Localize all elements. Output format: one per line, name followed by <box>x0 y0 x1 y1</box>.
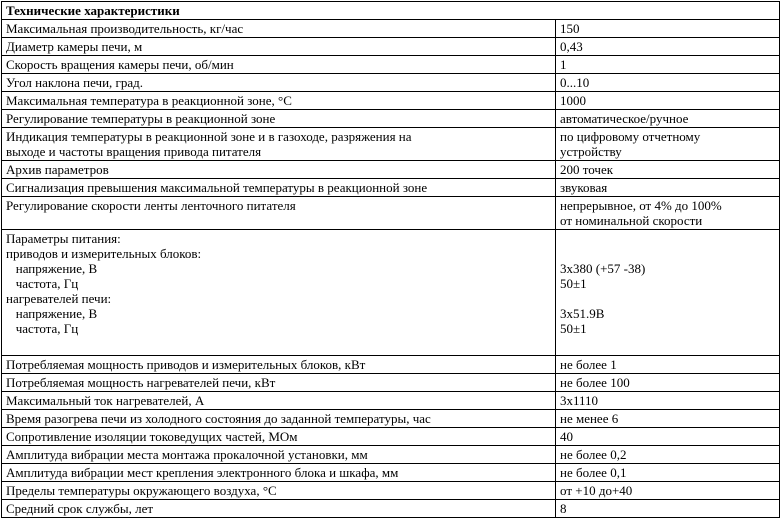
value-cell: 150 <box>556 20 780 38</box>
parameter-cell: Пределы температуры окружающего воздуха, °С <box>2 482 556 500</box>
table-row <box>2 482 780 500</box>
table-title: Технические характеристики <box>2 2 780 20</box>
table-row <box>2 20 780 38</box>
parameter-cell: Угол наклона печи, град. <box>2 74 556 92</box>
table-row <box>2 38 780 56</box>
parameter-cell: Диаметр камеры печи, м <box>2 38 556 56</box>
table-row <box>2 410 780 428</box>
parameter-cell: Регулирование скорости ленты ленточного питателя <box>2 197 556 230</box>
specifications-body <box>2 2 780 518</box>
value-cell: не более 0,2 <box>556 446 780 464</box>
parameter-cell: Максимальная температура в реакционной зоне, °С <box>2 92 556 110</box>
table-row <box>2 464 780 482</box>
value-cell: 1000 <box>556 92 780 110</box>
value-cell: 3х380 (+57 -38) 50±1 3х51.9В 50±1 <box>556 230 780 356</box>
table-row <box>2 161 780 179</box>
value-cell: 0,43 <box>556 38 780 56</box>
parameter-cell: Амплитуда вибрации мест крепления электронного блока и шкафа, мм <box>2 464 556 482</box>
table-row <box>2 56 780 74</box>
value-cell: звуковая <box>556 179 780 197</box>
parameter-cell: Потребляемая мощность нагревателей печи, кВт <box>2 374 556 392</box>
table-row <box>2 128 780 161</box>
parameter-cell: Время разогрева печи из холодного состояния до заданной температуры, час <box>2 410 556 428</box>
parameter-cell: Индикация температуры в реакционной зоне и в газоходе, разряжения на выходе и частоты вращения привода питателя <box>2 128 556 161</box>
value-cell: по цифровому отчетному устройству <box>556 128 780 161</box>
parameter-cell: Максимальный ток нагревателей, А <box>2 392 556 410</box>
parameter-cell: Сопротивление изоляции токоведущих частей, МОм <box>2 428 556 446</box>
value-cell: 1 <box>556 56 780 74</box>
value-cell: 0...10 <box>556 74 780 92</box>
specifications-table <box>1 1 780 518</box>
parameter-cell: Регулирование температуры в реакционной зоне <box>2 110 556 128</box>
value-cell: не менее 6 <box>556 410 780 428</box>
value-cell: 40 <box>556 428 780 446</box>
parameter-cell: Амплитуда вибрации места монтажа прокалочной установки, мм <box>2 446 556 464</box>
parameter-cell: Архив параметров <box>2 161 556 179</box>
value-cell: 8 <box>556 500 780 518</box>
table-row <box>2 179 780 197</box>
value-cell: не более 0,1 <box>556 464 780 482</box>
table-row <box>2 356 780 374</box>
value-cell: автоматическое/ручное <box>556 110 780 128</box>
table-row <box>2 74 780 92</box>
value-cell: от +10 до+40 <box>556 482 780 500</box>
parameter-cell: Параметры питания: приводов и измерительных блоков: напряжение, В частота, Гц нагревателей печи: напряжение, В частота, Гц <box>2 230 556 356</box>
parameter-cell: Потребляемая мощность приводов и измерительных блоков, кВт <box>2 356 556 374</box>
table-row <box>2 197 780 230</box>
table-row <box>2 110 780 128</box>
parameter-cell: Средний срок службы, лет <box>2 500 556 518</box>
value-cell: 200 точек <box>556 161 780 179</box>
table-row <box>2 374 780 392</box>
table-row <box>2 500 780 518</box>
table-row <box>2 92 780 110</box>
value-cell: не более 100 <box>556 374 780 392</box>
value-cell: непрерывное, от 4% до 100% от номинальной скорости <box>556 197 780 230</box>
table-row <box>2 428 780 446</box>
parameter-cell: Максимальная производительность, кг/час <box>2 20 556 38</box>
parameter-cell: Сигнализация превышения максимальной температуры в реакционной зоне <box>2 179 556 197</box>
value-cell: 3х1110 <box>556 392 780 410</box>
value-cell: не более 1 <box>556 356 780 374</box>
title-row <box>2 2 780 20</box>
table-row <box>2 230 780 356</box>
parameter-cell: Скорость вращения камеры печи, об/мин <box>2 56 556 74</box>
table-row <box>2 392 780 410</box>
table-row <box>2 446 780 464</box>
